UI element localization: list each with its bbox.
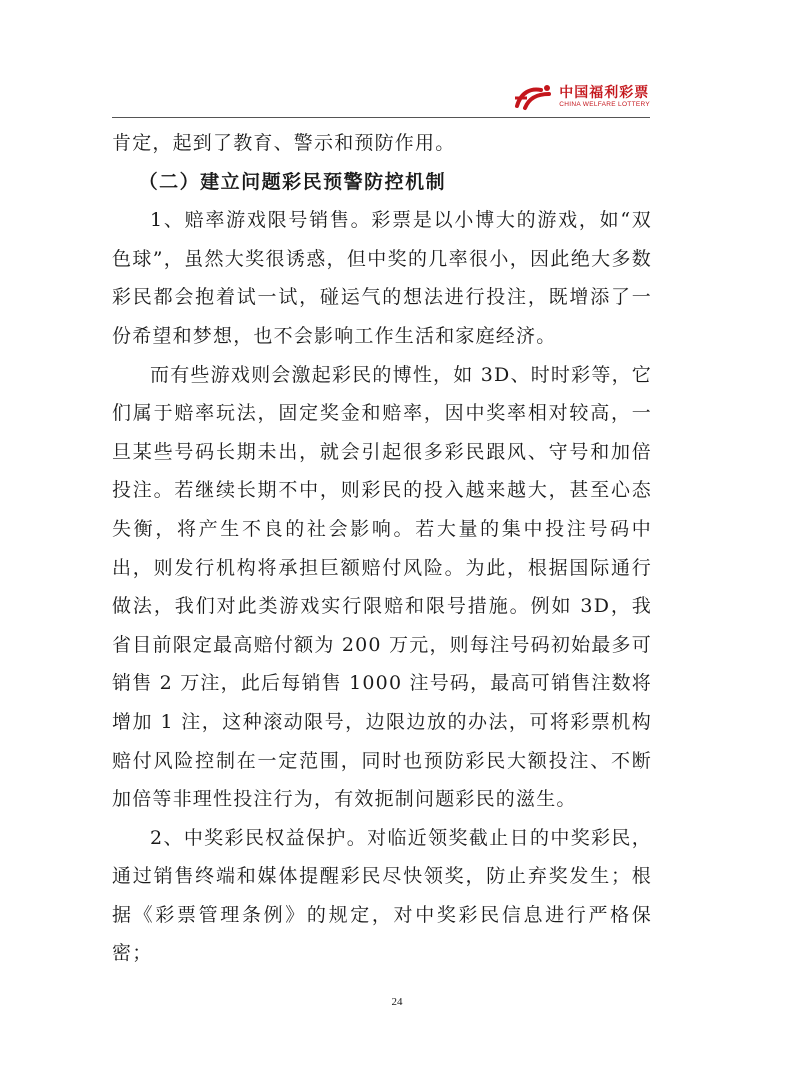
china-welfare-lottery-logo: [511, 80, 650, 114]
page-number: 24: [391, 996, 403, 1008]
paragraph-continuation: 肯定，起到了教育、警示和预防作用。: [112, 132, 456, 154]
section-heading: （二）建立问题彩民预警防控机制: [138, 170, 447, 193]
logo-english-text: CHINA WELFARE LOTTERY: [559, 101, 650, 108]
logo-chinese-text: 中国福利彩票: [559, 85, 650, 101]
paragraph-odds-game-limits: 1、赔率游戏限号销售。彩票是以小博大的游戏，如“双色球”，虽然大奖很诱惑，但中奖的几率很小，因此绝大多数彩民都会抱着试一试，碰运气的想法进行投注，既增添了一份希望和梦想，也不会影响工作生活和家庭经济。: [112, 209, 652, 347]
lottery-logo-icon: [511, 82, 555, 112]
paragraph-winner-protection: 2、中奖彩民权益保护。对临近领奖截止日的中奖彩民，通过销售终端和媒体提醒彩民尽快领奖，防止弃奖发生；根据《彩票管理条例》的规定，对中奖彩民信息进行严格保密；: [112, 826, 652, 965]
header-divider: [112, 117, 650, 118]
document-body: [112, 124, 652, 973]
paragraph-betting-limits: 而有些游戏则会激起彩民的博性，如 3D、时时彩等，它们属于赔率玩法，固定奖金和赔率，因中奖率相对较高，一旦某些号码长期未出，就会引起很多彩民跟风、守号和加倍投注。若继续长期不中，则彩民的投入越来越大，甚至心态失衡，将产生不良的社会影响。若大量的集中投注号码中出，则发行机构将承担巨额赔付风险。为此，根据国际通行做法，我们对此类游戏实行限赔和限号措施。例如 3D，我省目前限定最高赔付额为 200 万元，则每注号码初始最多可销售 2 万注，此后每销售 1000 注号码，最高可销售注数将增加 1 注，这种滚动限号，边限边放的办法，可将彩票机构赔付风险控制在一定范围，同时也预防彩民大额投注、不断加倍等非理性投注行为，有效扼制问题彩民的滋生。: [112, 363, 652, 811]
page-header: [112, 78, 650, 118]
